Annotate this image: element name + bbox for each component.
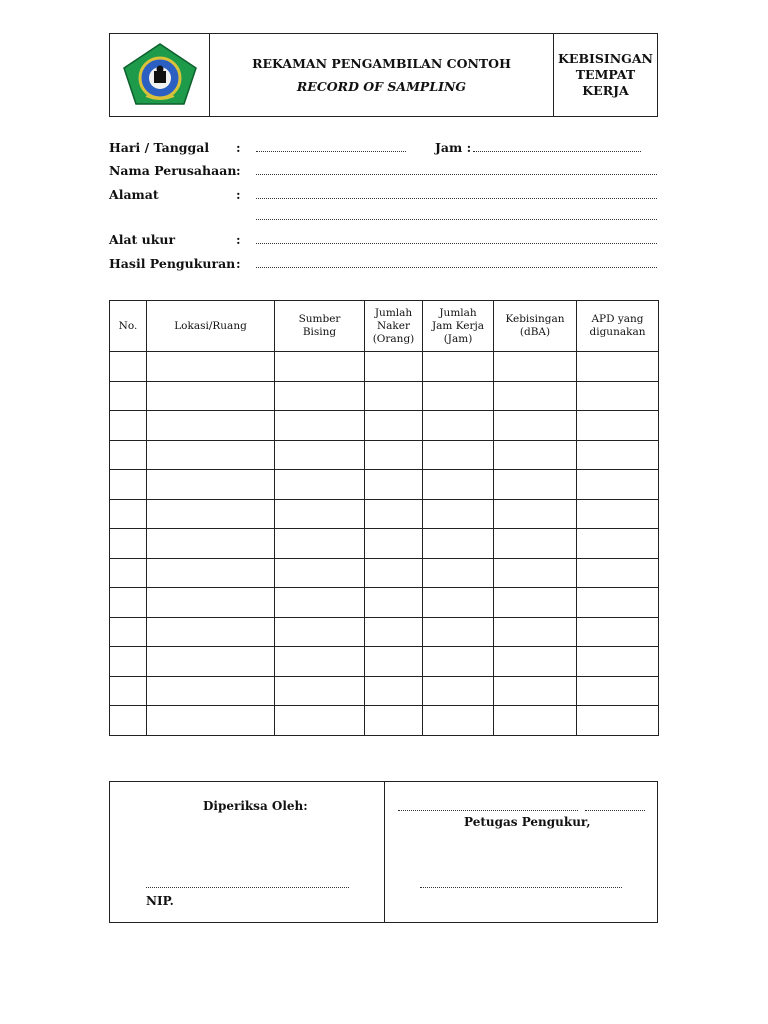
checker-signature-line[interactable]: [146, 887, 349, 888]
cell-noise-level[interactable]: [494, 352, 577, 382]
cell-ppe-used[interactable]: [577, 470, 659, 500]
table-row: [110, 470, 659, 500]
cell-noise-level[interactable]: [494, 676, 577, 706]
table-header-row: [110, 301, 659, 352]
cell-noise-level[interactable]: [494, 706, 577, 736]
cell-ppe-used[interactable]: [577, 440, 659, 470]
officer-signature-line[interactable]: [420, 887, 622, 888]
cell-noise-level[interactable]: [494, 558, 577, 588]
cell-noise-level[interactable]: [494, 647, 577, 677]
date-label: Hari / Tanggal: [109, 140, 210, 155]
institution-logo-icon: [118, 40, 202, 110]
cell-location[interactable]: [147, 676, 275, 706]
cell-ppe-used[interactable]: [577, 381, 659, 411]
cell-ppe-used[interactable]: [577, 706, 659, 736]
cell-working-hours[interactable]: [423, 558, 494, 588]
cell-working-hours[interactable]: [423, 676, 494, 706]
form-subtitle: RECORD OF SAMPLING: [296, 79, 467, 94]
cell-noise-source[interactable]: [275, 529, 365, 559]
header-ppe-used: APD yang digunakan: [577, 301, 659, 352]
cell-no[interactable]: [110, 470, 147, 500]
header-noise-source: Sumber Bising: [275, 301, 365, 352]
cell-no[interactable]: [110, 529, 147, 559]
colon: :: [236, 232, 241, 247]
cell-noise-source[interactable]: [275, 440, 365, 470]
cell-noise-source[interactable]: [275, 411, 365, 441]
cell-ppe-used[interactable]: [577, 352, 659, 382]
cell-noise-source[interactable]: [275, 706, 365, 736]
cell-noise-source[interactable]: [275, 499, 365, 529]
signature-box: [109, 781, 658, 923]
cell-no[interactable]: [110, 706, 147, 736]
company-field[interactable]: [256, 174, 657, 175]
date-sign-field[interactable]: [585, 810, 645, 811]
cell-noise-source[interactable]: [275, 676, 365, 706]
cell-worker-count[interactable]: [365, 440, 423, 470]
cell-location[interactable]: [147, 647, 275, 677]
cell-noise-level[interactable]: [494, 381, 577, 411]
colon: :: [236, 256, 241, 271]
cell-location[interactable]: [147, 411, 275, 441]
cell-no[interactable]: [110, 352, 147, 382]
cell-noise-level[interactable]: [494, 411, 577, 441]
sampling-table: [109, 300, 659, 736]
cell-no[interactable]: [110, 381, 147, 411]
cell-ppe-used[interactable]: [577, 499, 659, 529]
result-field[interactable]: [256, 267, 657, 268]
cell-noise-source[interactable]: [275, 381, 365, 411]
cell-worker-count[interactable]: [365, 647, 423, 677]
document-header: [109, 33, 658, 117]
cell-working-hours[interactable]: [423, 411, 494, 441]
cell-worker-count[interactable]: [365, 617, 423, 647]
cell-ppe-used[interactable]: [577, 411, 659, 441]
cell-noise-level[interactable]: [494, 617, 577, 647]
cell-noise-source[interactable]: [275, 558, 365, 588]
nip-label: NIP.: [146, 894, 174, 908]
cell-worker-count[interactable]: [365, 558, 423, 588]
title-cell: [210, 34, 554, 116]
table-row: [110, 529, 659, 559]
cell-ppe-used[interactable]: [577, 529, 659, 559]
cell-no[interactable]: [110, 499, 147, 529]
cell-working-hours[interactable]: [423, 352, 494, 382]
table-row: [110, 499, 659, 529]
cell-working-hours[interactable]: [423, 647, 494, 677]
cell-working-hours[interactable]: [423, 588, 494, 618]
cell-noise-source[interactable]: [275, 647, 365, 677]
address-label: Alamat: [109, 187, 159, 202]
colon: :: [236, 140, 241, 155]
cell-worker-count[interactable]: [365, 352, 423, 382]
cell-ppe-used[interactable]: [577, 558, 659, 588]
cell-worker-count[interactable]: [365, 499, 423, 529]
cell-location[interactable]: [147, 706, 275, 736]
cell-worker-count[interactable]: [365, 529, 423, 559]
cell-location[interactable]: [147, 529, 275, 559]
cell-working-hours[interactable]: [423, 706, 494, 736]
header-worker-count: Jumlah Naker (Orang): [365, 301, 423, 352]
table-row: [110, 381, 659, 411]
cell-noise-level[interactable]: [494, 529, 577, 559]
date-field[interactable]: [256, 151, 406, 152]
cell-location[interactable]: [147, 588, 275, 618]
cell-worker-count[interactable]: [365, 676, 423, 706]
cell-location[interactable]: [147, 381, 275, 411]
cell-noise-source[interactable]: [275, 352, 365, 382]
time-label: Jam :: [435, 140, 472, 155]
table-row: [110, 440, 659, 470]
cell-noise-source[interactable]: [275, 588, 365, 618]
instrument-label: Alat ukur: [109, 232, 176, 247]
cell-working-hours[interactable]: [423, 381, 494, 411]
cell-noise-level[interactable]: [494, 499, 577, 529]
colon: :: [236, 187, 241, 202]
table-row: [110, 676, 659, 706]
table-row: [110, 588, 659, 618]
signature-divider: [384, 782, 385, 922]
address-field-line-2[interactable]: [256, 219, 657, 220]
cell-no[interactable]: [110, 676, 147, 706]
table-row: [110, 411, 659, 441]
cell-working-hours[interactable]: [423, 470, 494, 500]
cell-noise-source[interactable]: [275, 470, 365, 500]
cell-ppe-used[interactable]: [577, 617, 659, 647]
table-row: [110, 558, 659, 588]
cell-no[interactable]: [110, 440, 147, 470]
cell-noise-source[interactable]: [275, 617, 365, 647]
cell-working-hours[interactable]: [423, 529, 494, 559]
cell-location[interactable]: [147, 499, 275, 529]
result-label: Hasil Pengukuran: [109, 256, 236, 271]
cell-no[interactable]: [110, 617, 147, 647]
cell-noise-level[interactable]: [494, 588, 577, 618]
header-no: No.: [110, 301, 147, 352]
cell-no[interactable]: [110, 558, 147, 588]
table-row: [110, 647, 659, 677]
company-label: Nama Perusahaan: [109, 163, 237, 178]
cell-location[interactable]: [147, 558, 275, 588]
place-field[interactable]: [398, 810, 578, 811]
cell-noise-level[interactable]: [494, 440, 577, 470]
document-type: KEBISINGAN TEMPAT KERJA: [558, 51, 653, 98]
logo-cell: [110, 34, 210, 116]
cell-worker-count[interactable]: [365, 381, 423, 411]
cell-no[interactable]: [110, 588, 147, 618]
cell-location[interactable]: [147, 440, 275, 470]
address-field-line-1[interactable]: [256, 198, 657, 199]
form-title: REKAMAN PENGAMBILAN CONTOH: [252, 56, 511, 71]
cell-location[interactable]: [147, 352, 275, 382]
cell-ppe-used[interactable]: [577, 676, 659, 706]
table-row: [110, 706, 659, 736]
officer-label: Petugas Pengukur,: [464, 815, 591, 829]
cell-worker-count[interactable]: [365, 706, 423, 736]
cell-worker-count[interactable]: [365, 588, 423, 618]
cell-ppe-used[interactable]: [577, 588, 659, 618]
cell-location[interactable]: [147, 617, 275, 647]
cell-noise-level[interactable]: [494, 470, 577, 500]
time-field[interactable]: [473, 151, 641, 152]
checked-by-label: Diperiksa Oleh:: [203, 799, 308, 813]
cell-no[interactable]: [110, 647, 147, 677]
cell-no[interactable]: [110, 411, 147, 441]
header-noise-level: Kebisingan (dBA): [494, 301, 577, 352]
cell-working-hours[interactable]: [423, 499, 494, 529]
cell-working-hours[interactable]: [423, 617, 494, 647]
cell-location[interactable]: [147, 470, 275, 500]
instrument-field[interactable]: [256, 243, 657, 244]
table-row: [110, 352, 659, 382]
cell-worker-count[interactable]: [365, 411, 423, 441]
colon: :: [236, 163, 241, 178]
cell-working-hours[interactable]: [423, 440, 494, 470]
table-row: [110, 617, 659, 647]
cell-ppe-used[interactable]: [577, 647, 659, 677]
header-working-hours: Jumlah Jam Kerja (Jam): [423, 301, 494, 352]
header-location: Lokasi/Ruang: [147, 301, 275, 352]
cell-worker-count[interactable]: [365, 470, 423, 500]
